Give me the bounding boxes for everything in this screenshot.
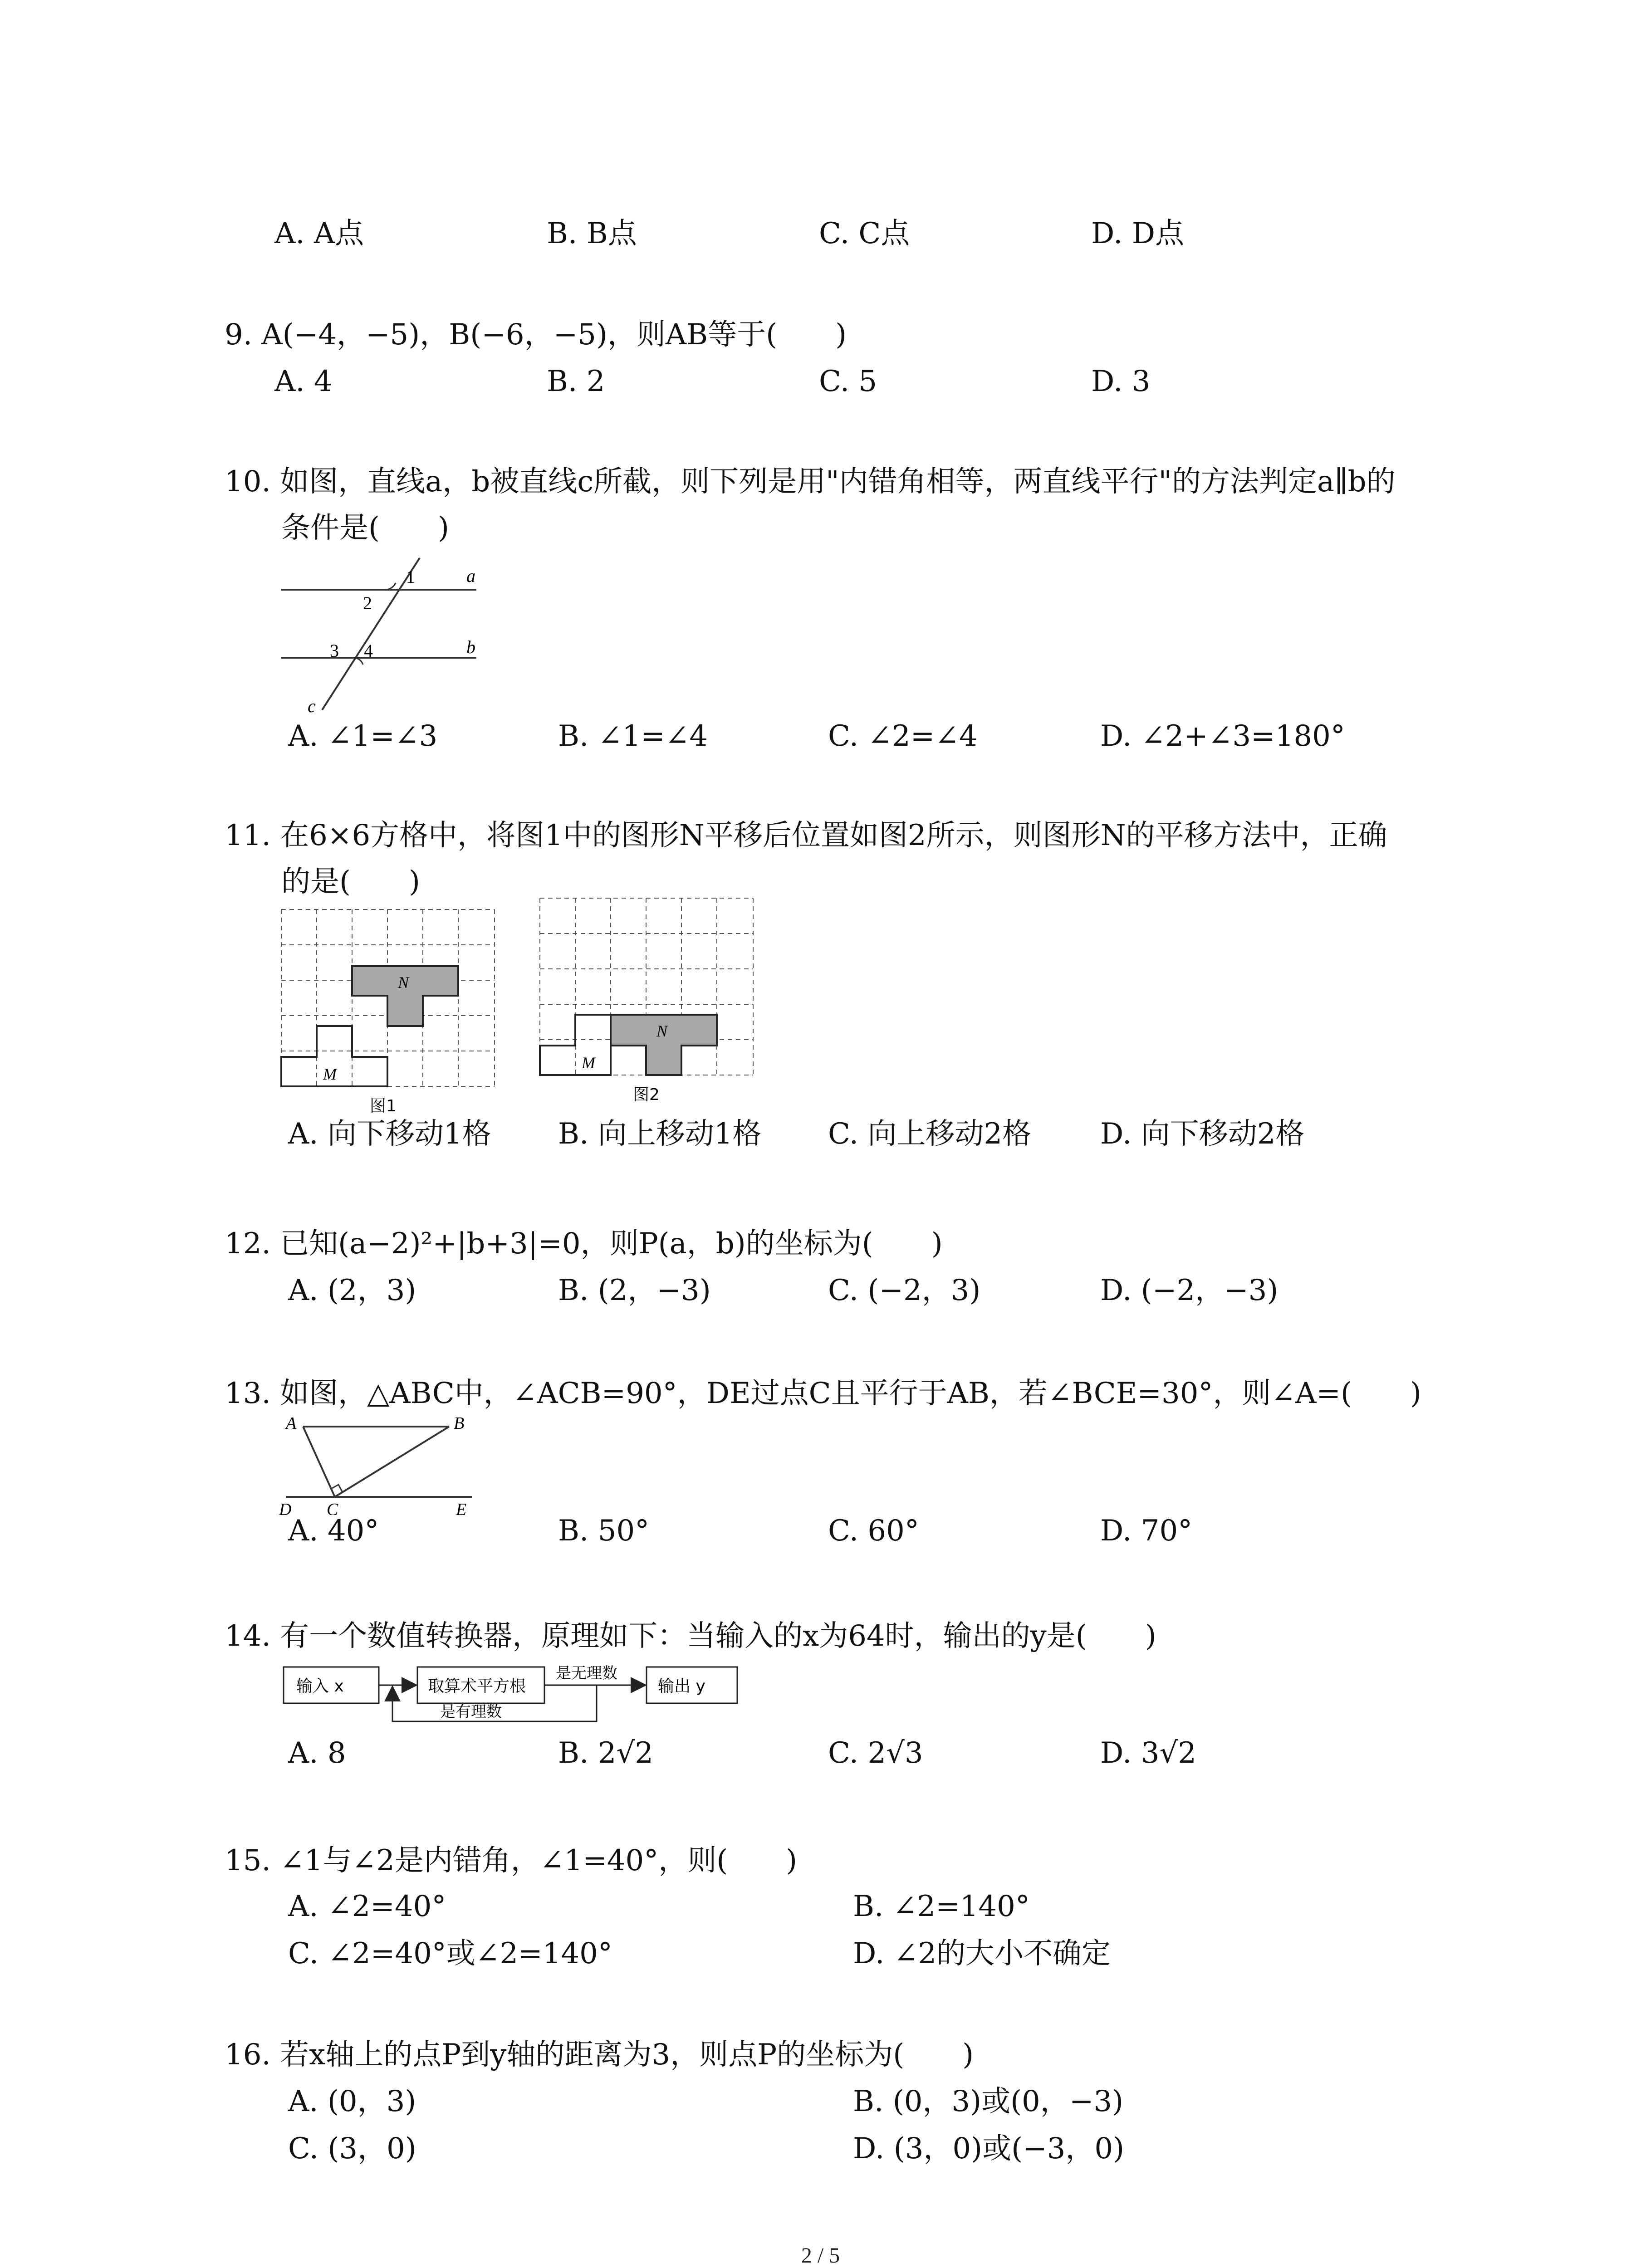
q14-sqrt-box: 取算术平方根 bbox=[428, 1677, 526, 1696]
q11-fig2-caption: 图2 bbox=[633, 1085, 660, 1104]
page-number: 2 / 5 bbox=[801, 2244, 840, 2268]
q11-fig1-label-m: M bbox=[323, 1065, 337, 1083]
q14-irrational-label: 是无理数 bbox=[556, 1664, 617, 1682]
q15-option-a: A. ∠2=40° bbox=[288, 1890, 446, 1923]
q8-option-b: B. B点 bbox=[547, 217, 637, 250]
q11-stem-line1: 11. 在6×6方格中，将图1中的图形N平移后位置如图2所示，则图形N的平移方法中，正确 bbox=[225, 819, 1387, 852]
q14-rational-label: 是有理数 bbox=[440, 1703, 502, 1721]
q16-stem: 16. 若x轴上的点P到y轴的距离为3，则点P的坐标为( ) bbox=[225, 2038, 974, 2072]
q10-label-4: 4 bbox=[364, 640, 373, 661]
q14-figure bbox=[279, 1653, 751, 1735]
q10-label-1: 1 bbox=[406, 567, 415, 587]
q16-option-b: B. (0，3)或(0，−3) bbox=[853, 2085, 1124, 2118]
q12-option-b: B. (2，−3) bbox=[558, 1274, 711, 1307]
q10-label-2: 2 bbox=[363, 593, 372, 613]
q10-label-3: 3 bbox=[330, 640, 339, 661]
q13-figure bbox=[277, 1415, 476, 1515]
q11-option-d: D. 向下移动2格 bbox=[1100, 1117, 1305, 1151]
q8-option-a: A. A点 bbox=[274, 217, 364, 250]
q14-option-b: B. 2√2 bbox=[558, 1736, 653, 1770]
q16-option-d: D. (3，0)或(−3，0) bbox=[853, 2132, 1125, 2165]
q9-option-a: A. 4 bbox=[274, 365, 333, 398]
q9-option-c: C. 5 bbox=[819, 365, 877, 398]
q11-stem-line2: 的是( ) bbox=[281, 865, 420, 899]
q9-option-b: B. 2 bbox=[547, 365, 605, 398]
q13-label-e: E bbox=[456, 1500, 467, 1515]
q11-option-b: B. 向上移动1格 bbox=[558, 1117, 762, 1151]
q14-output-box: 输出 y bbox=[658, 1677, 705, 1696]
q13-option-d: D. 70° bbox=[1100, 1514, 1193, 1548]
q10-option-d: D. ∠2+∠3=180° bbox=[1100, 719, 1345, 753]
q14-input-box: 输入 x bbox=[296, 1677, 344, 1696]
q9-option-d: D. 3 bbox=[1091, 365, 1151, 398]
q11-option-c: C. 向上移动2格 bbox=[828, 1117, 1032, 1151]
q11-option-a: A. 向下移动1格 bbox=[288, 1117, 491, 1151]
q10-stem-line2: 条件是( ) bbox=[281, 511, 449, 545]
q14-option-d: D. 3√2 bbox=[1100, 1736, 1196, 1770]
q13-label-d: D bbox=[279, 1500, 292, 1515]
q13-option-b: B. 50° bbox=[558, 1514, 650, 1548]
q10-option-b: B. ∠1=∠4 bbox=[558, 719, 708, 753]
q11-fig1-label-n: N bbox=[398, 973, 409, 992]
q13-label-c: C bbox=[327, 1500, 338, 1515]
q13-stem: 13. 如图，△ABC中，∠ACB=90°，DE过点C且平行于AB，若∠BCE=30°，则∠A=( ) bbox=[225, 1377, 1421, 1410]
q10-option-a: A. ∠1=∠3 bbox=[288, 719, 438, 753]
q11-figure-2 bbox=[538, 896, 755, 1109]
q13-option-c: C. 60° bbox=[828, 1514, 919, 1548]
q12-option-a: A. (2，3) bbox=[288, 1274, 416, 1307]
q12-option-c: C. (−2，3) bbox=[828, 1274, 981, 1307]
q10-label-a: a bbox=[466, 566, 475, 586]
q11-figure-1 bbox=[279, 907, 497, 1120]
q11-fig2-label-n: N bbox=[656, 1022, 668, 1040]
q10-label-b: b bbox=[466, 637, 475, 657]
q10-stem-line1: 10. 如图，直线a，b被直线c所截，则下列是用"内错角相等，两直线平行"的方法判定a∥b的 bbox=[225, 465, 1396, 499]
q14-option-a: A. 8 bbox=[288, 1736, 346, 1770]
q11-fig1-caption: 图1 bbox=[370, 1097, 397, 1115]
q9-stem: 9. A(−4，−5)，B(−6，−5)，则AB等于( ) bbox=[225, 318, 847, 352]
q11-fig2-label-m: M bbox=[582, 1054, 595, 1072]
q8-option-d: D. D点 bbox=[1091, 217, 1185, 250]
q12-option-d: D. (−2，−3) bbox=[1100, 1274, 1279, 1307]
q16-option-a: A. (0，3) bbox=[288, 2085, 416, 2118]
q15-option-b: B. ∠2=140° bbox=[853, 1890, 1030, 1923]
q15-option-c: C. ∠2=40°或∠2=140° bbox=[288, 1937, 612, 1970]
q13-label-a: A bbox=[286, 1415, 297, 1433]
q12-stem: 12. 已知(a−2)²+|b+3|=0，则P(a，b)的坐标为( ) bbox=[225, 1227, 943, 1261]
q15-stem: 15. ∠1与∠2是内错角，∠1=40°，则( ) bbox=[225, 1844, 798, 1877]
q10-option-c: C. ∠2=∠4 bbox=[828, 719, 978, 753]
q14-stem: 14. 有一个数值转换器，原理如下：当输入的x为64时，输出的y是( ) bbox=[225, 1619, 1156, 1653]
q10-figure bbox=[277, 556, 485, 719]
q13-label-b: B bbox=[454, 1415, 465, 1433]
q8-option-c: C. C点 bbox=[819, 217, 910, 250]
q15-option-d: D. ∠2的大小不确定 bbox=[853, 1937, 1111, 1970]
q13-option-a: A. 40° bbox=[288, 1514, 379, 1548]
q14-option-c: C. 2√3 bbox=[828, 1736, 923, 1770]
q10-label-c: c bbox=[308, 696, 316, 716]
q16-option-c: C. (3，0) bbox=[288, 2132, 416, 2165]
